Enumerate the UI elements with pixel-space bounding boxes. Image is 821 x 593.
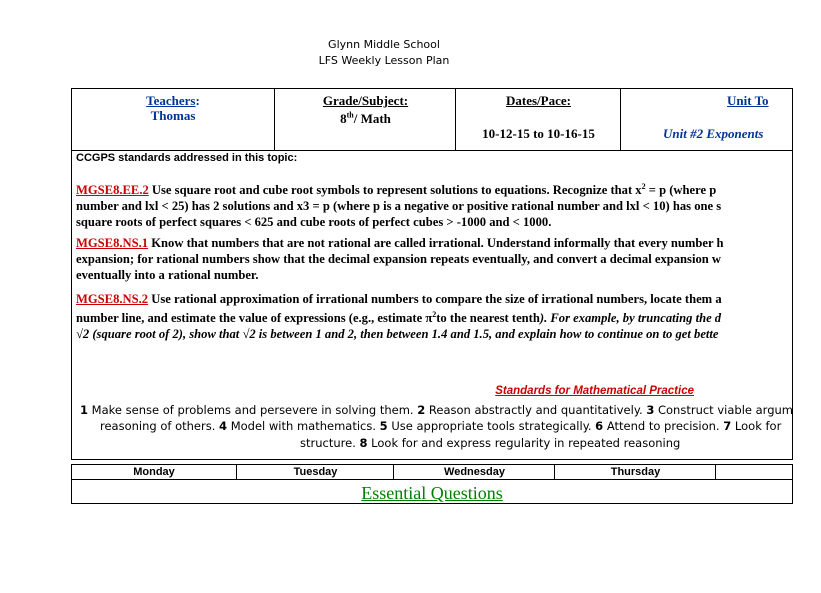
day-tuesday: Tuesday [236,465,394,479]
superscript: 2 [641,182,646,191]
standard-code-link[interactable]: MGSE8.NS.1 [76,236,149,250]
standard-text: eventually into a rational number. [76,268,259,282]
unit-cell [620,89,821,151]
unit-label: Unit To [727,93,769,108]
practice-text: Look for and express regularity in repeated reasoning [367,436,681,450]
standard-text: = p (where p [645,183,717,198]
day-wednesday: Wednesday [393,465,555,479]
standard-text: Know that numbers that are not rational are called irrational. Understand informally that every number h [148,236,724,250]
practice-number: 2 [417,403,426,417]
standard-text: Use rational approximation of irrational numbers to compare the size of irrational numbers, locate them a [148,292,722,306]
unit-value: Unit #2 Exponents [663,126,764,141]
practice-number: 8 [359,436,368,450]
practice-text: structure. [300,436,360,450]
practice-text: reasoning of others. [100,419,220,433]
grade-value [340,111,391,126]
dates-cell [455,89,621,151]
standard-text: Use square root and cube root symbols to represent solutions to equations. Recognize that x [148,183,642,198]
practice-line [80,403,793,417]
standard-text: number and lxl < 25) has 2 solutions and x3 = p (where p is a negative or positive rational number and lxl < 10) has one s [76,199,722,214]
teachers-label: Teachers [146,93,196,108]
day-friday [715,465,793,479]
practice-number: 4 [219,419,228,433]
grade-cell [274,89,456,151]
dates-label: Dates/Pace: [506,93,571,108]
practice-number: 5 [379,419,388,433]
practice-text: Attend to precision. [603,419,724,433]
practice-number: 1 [80,403,89,417]
practice-text: Use appropriate tools strategically. [387,419,596,433]
grade-subject: / Math [353,111,391,127]
day-monday: Monday [133,466,175,478]
practice-text: Make sense of problems and persevere in solving them. [88,403,418,417]
practice-title: Standards for Mathematical Practice [495,385,694,397]
dates-value: 10-12-15 to 10-16-15 [482,126,595,141]
day-header-row [72,465,792,480]
practice-text: Model with mathematics. [227,419,380,433]
essential-questions-text: Essential Questions [361,483,503,503]
standard-text: expansion; for rational numbers show that the decimal expansion repeats eventually, and convert a decimal expansion w [76,252,721,266]
practice-text: Construct viable argum [654,403,793,417]
standards-section [71,150,793,460]
teachers-cell [72,89,274,151]
essential-questions-heading [72,483,792,504]
practice-text: Look for [731,419,782,433]
practice-line [300,436,680,450]
standards-heading: CCGPS standards addressed in this topic: [76,152,298,164]
weekly-schedule-table [71,464,793,504]
standard-ee2 [76,179,721,230]
superscript: 2 [432,310,437,319]
practice-number: 3 [646,403,655,417]
standard-code-link[interactable]: MGSE8.NS.2 [76,292,149,306]
practice-number: 6 [595,419,604,433]
standard-code-link[interactable]: MGSE8.EE.2 [76,183,149,198]
practice-line [100,419,781,433]
standard-text: number line, and estimate the value of expressions (e.g., estimate π [76,311,433,326]
standard-example-text: ). For example, by truncating the d [539,311,722,326]
standard-ns2 [76,291,722,342]
practice-number: 7 [723,419,732,433]
practice-text: Reason abstractly and quantitatively. [425,403,647,417]
lesson-info-table [71,88,793,151]
standard-text: to the nearest tenth [436,311,540,326]
teachers-colon: : [195,93,200,108]
school-name: Glynn Middle School [328,38,440,51]
grade-label: Grade/Subject: [322,93,409,108]
standard-text: square roots of perfect squares < 625 and cube roots of perfect cubes > -1000 and < 1000. [76,215,552,230]
standard-example-text: √2 (square root of 2), show that √2 is between 1 and 2, then between 1.4 and 1.5, and explain how to continue on to get bette [76,327,719,342]
teacher-name: Thomas [150,108,196,123]
grade-suffix: th [346,111,354,120]
plan-title: LFS Weekly Lesson Plan [318,54,450,67]
standard-ns1 [76,235,724,283]
day-thursday: Thursday [554,465,716,479]
grade-number: 8 [340,111,347,127]
